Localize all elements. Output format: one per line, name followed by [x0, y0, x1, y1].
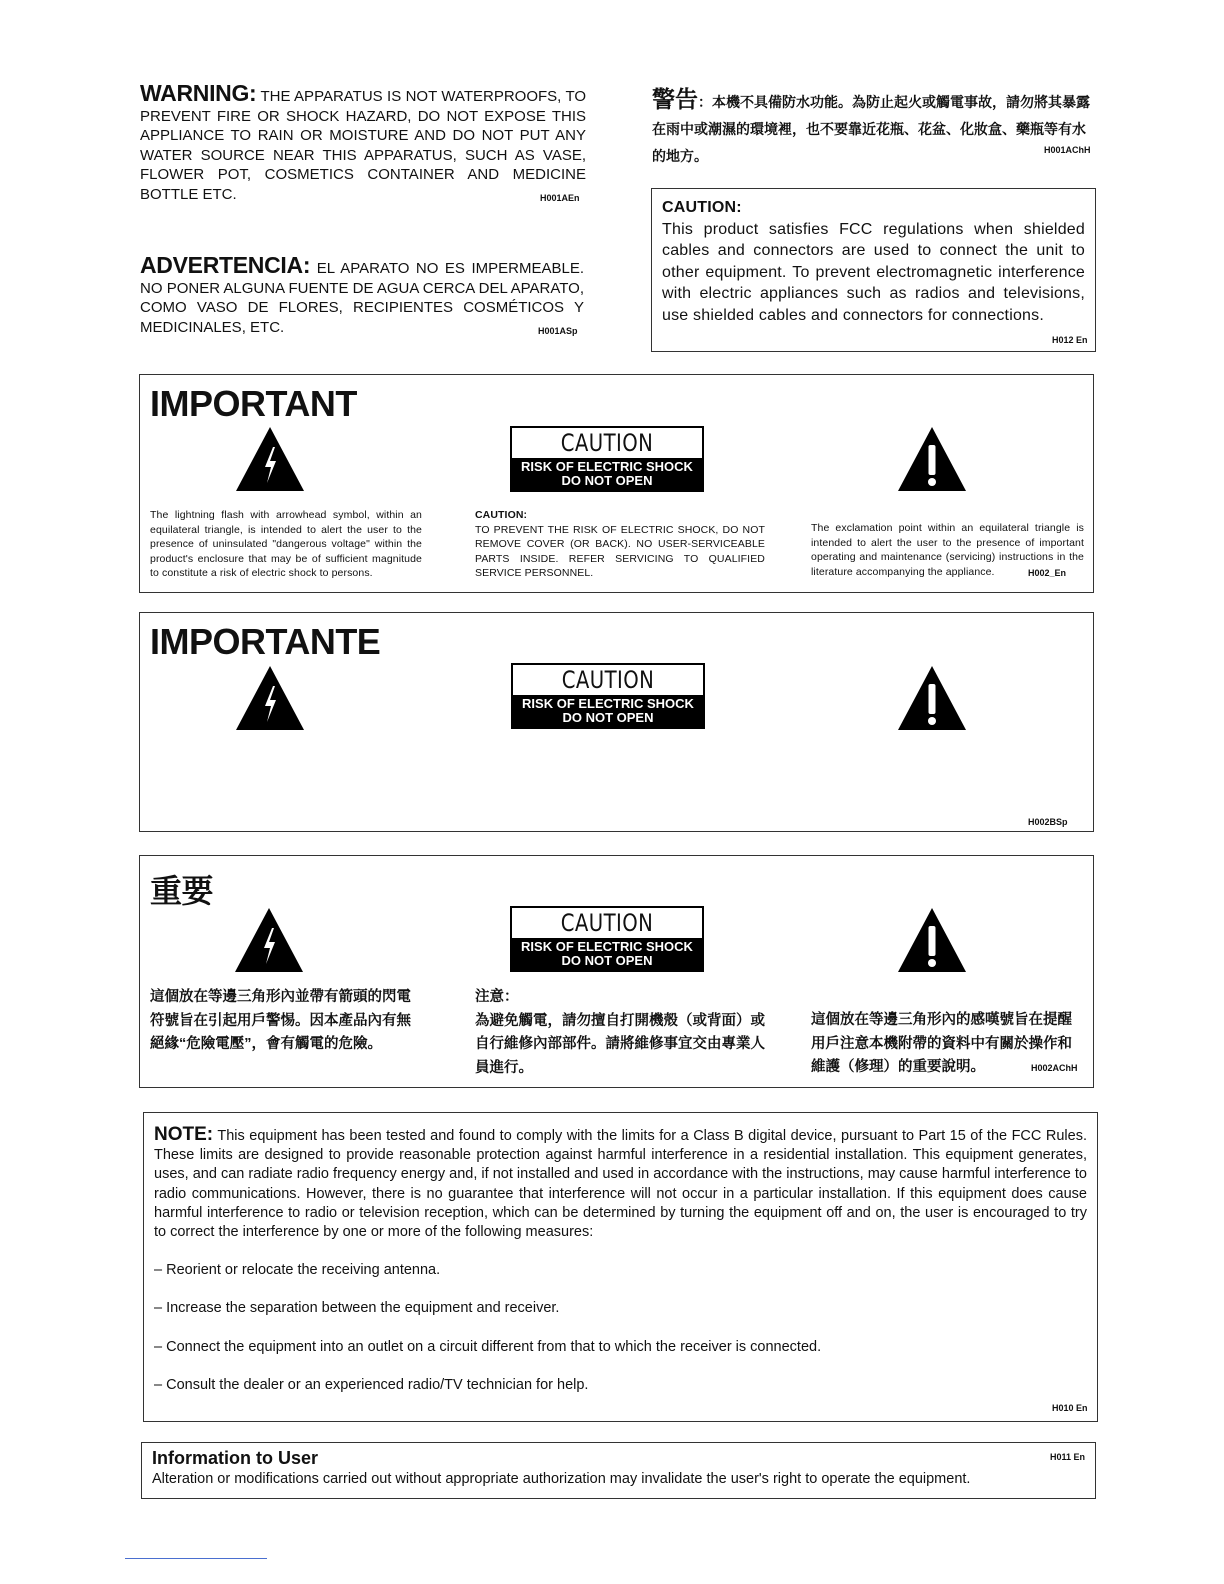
important-es-code: H002BSp	[1028, 817, 1068, 827]
caution-label-line2: DO NOT OPEN	[561, 953, 653, 968]
important-en-title: IMPORTANT	[150, 383, 357, 424]
footer-rule	[125, 1558, 267, 1559]
info-code: H011 En	[1050, 1452, 1086, 1462]
caution-label	[510, 906, 704, 972]
zh-warning-code: H001AChH	[1044, 145, 1091, 155]
caution-label-title: CAUTION	[560, 909, 654, 937]
note-code: H010 En	[1052, 1403, 1088, 1413]
exclamation-description: The exclamation point within an equilateral triangle is intended to alert the user to the presence of important operating and maintenance (servicing) instructions in the literature accompanying the appliance.	[811, 522, 1084, 578]
important-es-title: IMPORTANTE	[150, 621, 381, 662]
lightning-triangle-icon	[234, 664, 306, 732]
important-es-box	[139, 612, 1094, 832]
zh-caution-text: 為避免觸電，請勿擅自打開機殼（或背面）或自行維修內部部件。請將維修事宜交由專業人員進行。	[475, 1012, 765, 1076]
info-box	[141, 1442, 1096, 1499]
note-keyword: NOTE:	[154, 1124, 214, 1145]
caution-heading: CAUTION:	[475, 509, 528, 521]
warning-text: THE APPARATUS IS NOT WATERPROOFS, TO PREVENT FIRE OR SHOCK HAZARD, DO NOT EXPOSE THIS APPLIANCE TO RAIN OR MOISTURE AND DO NOT PUT ANY WATER SOURCE NEAR THIS APPARATUS, SUCH AS VASE, FLOWER POT, COSMETICS CONTAINER AND MEDICINE BOTTLE ETC.	[140, 88, 586, 203]
note-text: This equipment has been tested and found to comply with the limits for a Class B digital device, pursuant to Part 15 of the FCC Rules. These limits are designed to provide reasonable protection against harmful interference in a residential installation. This equipment generates, uses, and can radiate radio frequency energy and, if not installed and used in accordance with the instructions, may cause harmful interference to radio communications. However, there is no guarantee that interference will not occur in a particular installation. If this equipment does cause harmful interference to radio or television reception, which can be determined by turning the equipment off and on, the user is encouraged to try to correct the interference by one or more of the following measures:	[154, 1128, 1087, 1241]
zh-caution-heading: 注意：	[475, 989, 519, 1005]
caution-text: TO PREVENT THE RISK OF ELECTRIC SHOCK, DO NOT REMOVE COVER (OR BACK). NO USER-SERVICEABLE PARTS INSIDE. REFER SERVICING TO QUALIFIED SERVICE PERSONNEL.	[475, 523, 765, 579]
note-item: – Reorient or relocate the receiving antenna.	[154, 1262, 441, 1279]
zh-exclamation-description: 這個放在等邊三角形內的感嘆號旨在提醒用戶注意本機附帶的資料中有關於操作和維護（修理）的重要說明。	[811, 1012, 1072, 1075]
fcc-caution-text: This product satisfies FCC regulations when shielded cables and connectors are used to connect the unit to other equipment. To prevent electromagnetic interference with electric appliances such as radios and televisions, use shielded cables and connectors for connections.	[662, 220, 1085, 324]
lightning-triangle-icon	[234, 425, 306, 493]
important-en-code: H002_En	[1028, 568, 1067, 578]
zh-caution-description	[475, 986, 765, 1080]
caution-label-line1: RISK OF ELECTRIC SHOCK	[522, 696, 694, 711]
caution-label-banner	[513, 695, 703, 727]
note-paragraph	[154, 1125, 1087, 1242]
note-item: – Connect the equipment into an outlet on a circuit different from that to which the receiver is connected.	[154, 1338, 822, 1355]
caution-label-line1: RISK OF ELECTRIC SHOCK	[521, 939, 693, 954]
advertencia-code: H001ASp	[538, 326, 578, 336]
advertencia-keyword: ADVERTENCIA:	[140, 252, 311, 278]
warning-keyword: WARNING:	[140, 80, 257, 106]
caution-label-line1: RISK OF ELECTRIC SHOCK	[521, 459, 693, 474]
important-en-box	[139, 374, 1094, 593]
lightning-description: The lightning flash with arrowhead symbol, within an equilateral triangle, is intended to alert the user to the presence of uninsulated "dangerous voltage" within the product's enclosure that may be of sufficient magnitude to constitute a risk of electric shock to persons.	[150, 509, 422, 579]
important-zh-title: 重要	[150, 873, 214, 909]
zh-warning-text: ：本機不具備防水功能。為防止起火或觸電事故，請勿將其暴露在雨中或潮濕的環境裡，也不要靠近花瓶、花盆、化妝盒、藥瓶等有水的地方。	[652, 94, 1090, 164]
fcc-caution-heading: CAUTION:	[662, 199, 742, 216]
advertencia-text: EL APARATO NO ES IMPERMEABLE. NO PONER ALGUNA FUENTE DE AGUA CERCA DEL APARATO, COMO VASO DE FLORES, RECIPIENTES COSMÉTICOS Y MEDICINALES, ETC.	[140, 260, 584, 336]
exclamation-triangle-icon	[896, 664, 968, 732]
caution-label-title: CAUTION	[560, 429, 654, 457]
caution-label	[510, 426, 704, 492]
fcc-note-box	[143, 1112, 1098, 1422]
important-zh-code: H002AChH	[1028, 1063, 1078, 1073]
info-text: Alteration or modifications carried out without appropriate authorization may invalidate the user's right to operate the equipment.	[152, 1471, 971, 1487]
caution-label-banner	[512, 458, 702, 490]
exclamation-triangle-icon	[896, 425, 968, 493]
caution-label	[511, 663, 705, 729]
note-item: – Increase the separation between the equipment and receiver.	[154, 1300, 560, 1317]
caution-label-line2: DO NOT OPEN	[561, 473, 653, 488]
caution-label-line2: DO NOT OPEN	[562, 710, 654, 725]
caution-description	[475, 508, 765, 581]
zh-warning-keyword: 警告	[652, 86, 698, 112]
warning-code: H001AEn	[540, 193, 580, 203]
caution-label-title: CAUTION	[561, 666, 655, 694]
fcc-caution-code: H012 En	[1052, 335, 1088, 345]
fcc-caution-box	[651, 188, 1096, 352]
note-item: – Consult the dealer or an experienced radio/TV technician for help.	[154, 1376, 589, 1393]
warning-es	[140, 252, 584, 337]
exclamation-triangle-icon	[896, 906, 968, 974]
warning-en	[140, 80, 586, 204]
info-heading: Information to User	[152, 1448, 319, 1468]
zh-lightning-description: 這個放在等邊三角形內並帶有箭頭的閃電符號旨在引起用戶警惕。因本產品內有無絕緣“危險電壓”，會有觸電的危險。	[150, 989, 411, 1052]
warning-zh	[652, 86, 1096, 170]
lightning-triangle-icon	[233, 906, 305, 974]
important-zh-box	[139, 855, 1094, 1088]
caution-label-banner	[512, 938, 702, 970]
